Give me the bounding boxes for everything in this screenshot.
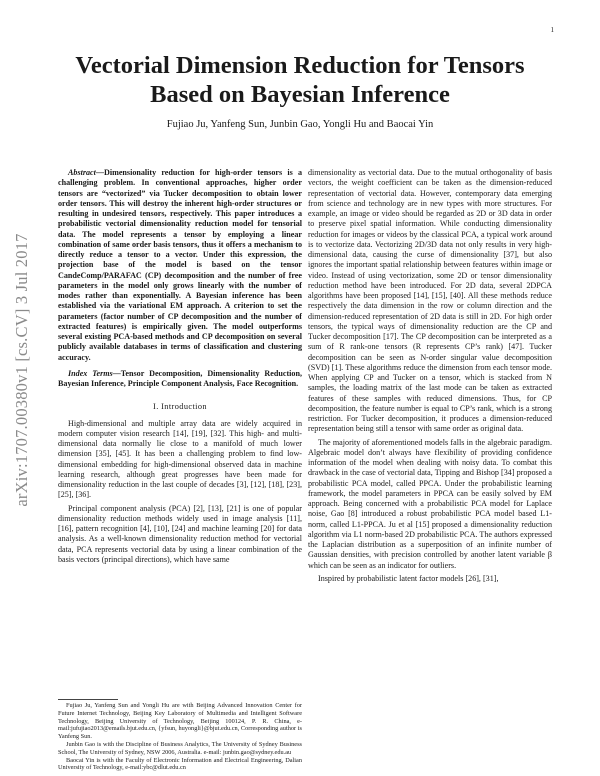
abstract-label: Abstract [68,168,96,177]
title-line-2: Based on Bayesian Inference [150,81,450,108]
footnote: Junbin Gao is with the Discipline of Business Analytics, The University of Sydney Business School, The University of Sydney, NSW 2006, Australia. e-mail: junbin.gao@sydney.edu.au [58,740,302,756]
author-list: Fujiao Ju, Yanfeng Sun, Junbin Gao, Yongli Hu and Baocai Yin [166,119,434,130]
paragraph: High-dimensional and multiple array data are widely acquired in modern computer vision research [14], [19], [32]. This high- and multi-dimensional data normally lie close to a manifold of much lower dimension [35], [45]. It has been a challenging problem to find low-dimensional embedding for high-dimensional observed data in machine learning research, although great progresses have been made for dimensionality reduction in the last couple of decades [3], [12], [18], [23], [25], [36]. [58,418,302,500]
section-heading-introduction: I. Introduction [153,402,207,412]
paragraph: dimensionality as vectorial data. Due to the mutual orthogonality of basis vectors, the weight coefficient can be taken as the dimension-reduced representation of vectorial data. However, contemporary data emerging from science and technology are in new types with more structures. For example, an image or video should be regarded as 2D or 3D data in order to preserve pixel spatial information. While conducting dimensionality reduction for images or videos by the classical PCA, a typical work around is to vectorize data. Vectorizing 2D/3D data not only results in very high-dimensional data, causing the curse of dimensionality [37], but also ignores the important spatial relationship between features within image or video. Instead of using vectorization, some 2D or tensor dimensionality reduction method have been introduced. For 2D data, several 2DPCA algorithms have been proposed [14], [15], [40]. All these methods reduce respectively the data dimension in the row or column direction and the dimension-reduced representation of 2D data is still in 2D. For high order tensors, the typical ways of dimensionality reduction are the CP and Tucker decomposition [17]. The CP decomposition can be interpreted as a sum of R rank-one tensors (R represents CP’s rank) [47]. Tucker decomposition can be seen as N-order singular value decomposition (SVD) [1]. These algorithms reduce the dimension from each tensor mode. When applying CP and Tucker on a tensor, which is stacked from N samples, the loading matrix of the last mode can be taken as extracted features of these samples with reduced dimensions. Thus, for CP decomposition, the feature number is equal to CP’s rank, which is a strong restriction. For Tucker decomposition, it produces a dimension-reduced representation being still a tensor with same order as original data. [308,168,552,434]
paragraph: The majority of aforementioned models falls in the algebraic paradigm. Algebraic model don’t always have flexibility of providing confidence information of the model when dealing with noisy data. To combat this drawback in the case of vectorial data, Tipping and Bishop [34] proposed a probabilistic PCA model, called PPCA. Under the probabilistic learning framework, the model parameters in PPCA can be easily solved by EM approach. Being concerned with a probabilistic PCA model for Laplace noise, Gao [8] introduced a robust probabilistic PCA model based L1-norm, called L1-PPCA. Ju et al [15] proposed a dimensionality reduction algorithm via L1 norm-based 2D probabilistic PCA. The authors expressed the Laplacian distribution as a superposition of an infinite number of Gaussian densities, with precision controlled by another latent variable β which can be seen as an indicator for outliers. [308,437,552,570]
left-column [58,168,302,568]
abstract [58,168,302,363]
index-terms [58,369,302,390]
footnote-divider [58,699,118,700]
footnotes [58,702,302,772]
footnote: Fujiao Ju, Yanfeng Sun and Yongli Hu are with Beijing Advanced Innovation Center for Future Internet Technology, Beijing Key Laboratory of Multimedia and Intelligent Software Technology, Beijing University of Technology, Beijing 100124, P. R. China, e-mail:jufujiao2013@emails.bjut.edu.cn, {yfsun, huyongli}@bjut.edu.cn, Corresponding author is Yanfeng Sun. [58,702,302,741]
index-terms-label: Index Terms [68,368,113,378]
paper-title [40,51,560,109]
right-column [308,168,552,587]
arxiv-stamp [4,188,40,552]
arxiv-stamp-text: arXiv:1707.00380v1 [cs.CV] 3 Jul 2017 [12,233,31,507]
index-terms-text: —Tensor Decomposition, Dimensionality Reduction, Bayesian Inference, Principle Component Analysis, Face Recognition. [58,368,302,388]
page-number: 1 [550,26,554,34]
footnote: Baocai Yin is with the Faculty of Electronic Information and Electrical Engineering, Dalian University of Technology, e-mail:ybc@dlut.edu.cn [58,756,302,772]
title-line-1: Vectorial Dimension Reduction for Tensors [75,52,525,79]
paragraph: Principal component analysis (PCA) [2], [13], [21] is one of popular dimensionality reduction methods widely used in image analysis [11], [16], pattern recognition [4], [10], [24] and machine learning [20] for data analysis. As a well-known dimensionality reduction method for vectorial data, PCA represents vectorial data by using a linear combination of the basis vectors (principal directions), which have same [58,503,302,564]
paragraph: Inspired by probabilistic latent factor models [26], [31], [318,573,499,583]
abstract-text: —Dimensionality reduction for high-order tensors is a challenging problem. In conventional approaches, higher order tensors are “vectorized” via Tucker decomposition to obtain lower order tensors. This will destroy the inherent high-order structures or resulting in undesired tensors, respectively. This paper introduces a probabilistic vectorial dimensionality reduction model for tensorial data. The model represents a tensor by employing a linear combination of same order basis tensors, thus it offers a mechanism to directly reduce a tensor to a vector. Under this expression, the projection base of the model is based on the tensor CandeComp/PARAFAC (CP) decomposition and the number of free parameters in the model only grows linearly with the number of modes rather than exponentially. A Bayesian inference has been established via the variational EM approach. A criterion to set the parameters (factor number of CP decomposition and the number of extracted features) is empirically given. The model outperforms several existing PCA-based methods and CP decomposition on several publicly available databases in terms of classification and clustering accuracy. [58,168,302,362]
